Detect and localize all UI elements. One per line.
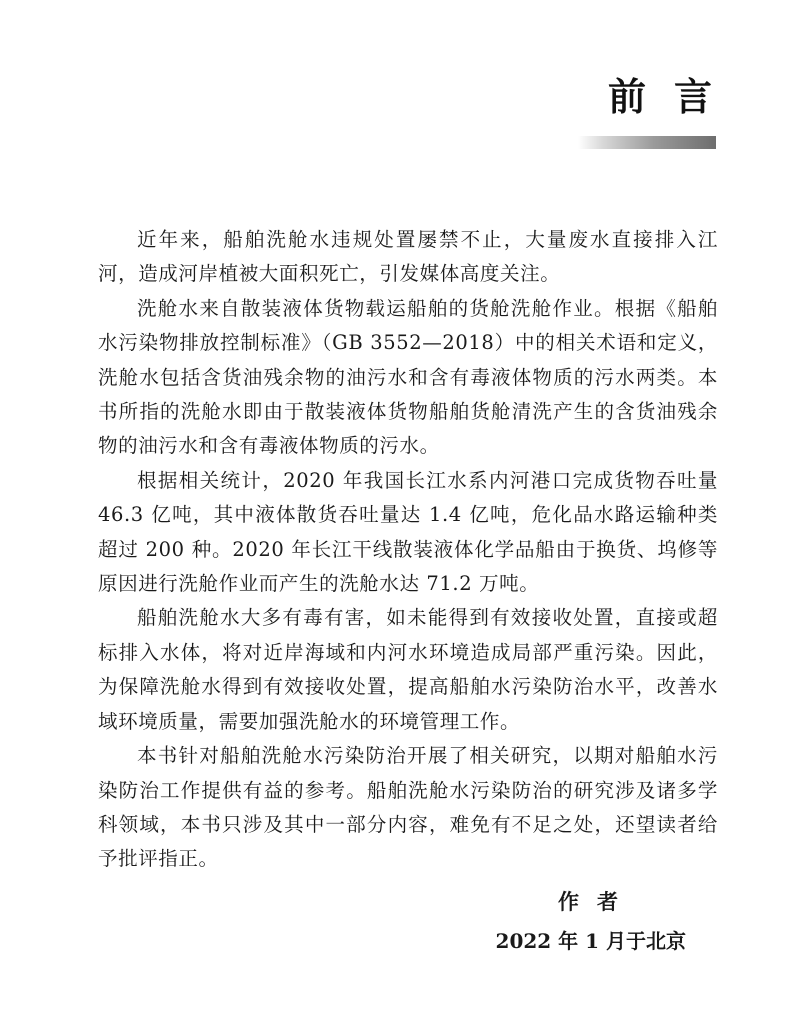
paragraph-4: 船舶洗舱水大多有毒有害，如未能得到有效接收处置，直接或超标排入水体，将对近岸海域和内河水环境造成局部严重污染。因此，为保障洗舱水得到有效接收处置，提高船舶水污染防治水平，改善水域环境质量，需要加强洗舱水的环境管理工作。 <box>98 606 718 733</box>
paragraph-3: 根据相关统计，2020 年我国长江水系内河港口完成货物吞吐量 46.3 亿吨，其中液体散货吞吐量达 1.4 亿吨，危化品水路运输种类超过 200 种。2020 年长江干线散装液体化学品船由于换货、坞修等原因进行洗舱作业而产生的洗舱水达 71.2 万吨。 <box>98 468 718 596</box>
preface-body <box>98 223 718 877</box>
signature-date: 2022 年 1 月于北京 <box>495 929 686 953</box>
paragraph-1: 近年来，船舶洗舱水违规处置屡禁不止，大量废水直接排入江河，造成河岸植被大面积死亡，引发媒体高度关注。 <box>98 228 718 286</box>
paragraph-2: 洗舱水来自散装液体货物载运船舶的货舱洗舱作业。根据《船舶水污染物排放控制标准》（GB 3552—2018）中的相关术语和定义，洗舱水包括含货油残余物的油污水和含有毒液体物质的污水两类。本书所指的洗舱水即由于散装液体货物船舶货舱清洗产生的含货油残余物的油污水和含有毒液体物质的污水。 <box>98 296 718 458</box>
paragraph-5: 本书针对船舶洗舱水污染防治开展了相关研究，以期对船舶水污染防治工作提供有益的参考。船舶洗舱水污染防治的研究涉及诸多学科领域，本书只涉及其中一部分内容，难免有不足之处，还望读者给予批评指正。 <box>98 744 718 871</box>
title-underline-bar <box>578 136 716 149</box>
page-title: 前言 <box>607 75 740 119</box>
author-signature: 作者 <box>558 890 636 914</box>
